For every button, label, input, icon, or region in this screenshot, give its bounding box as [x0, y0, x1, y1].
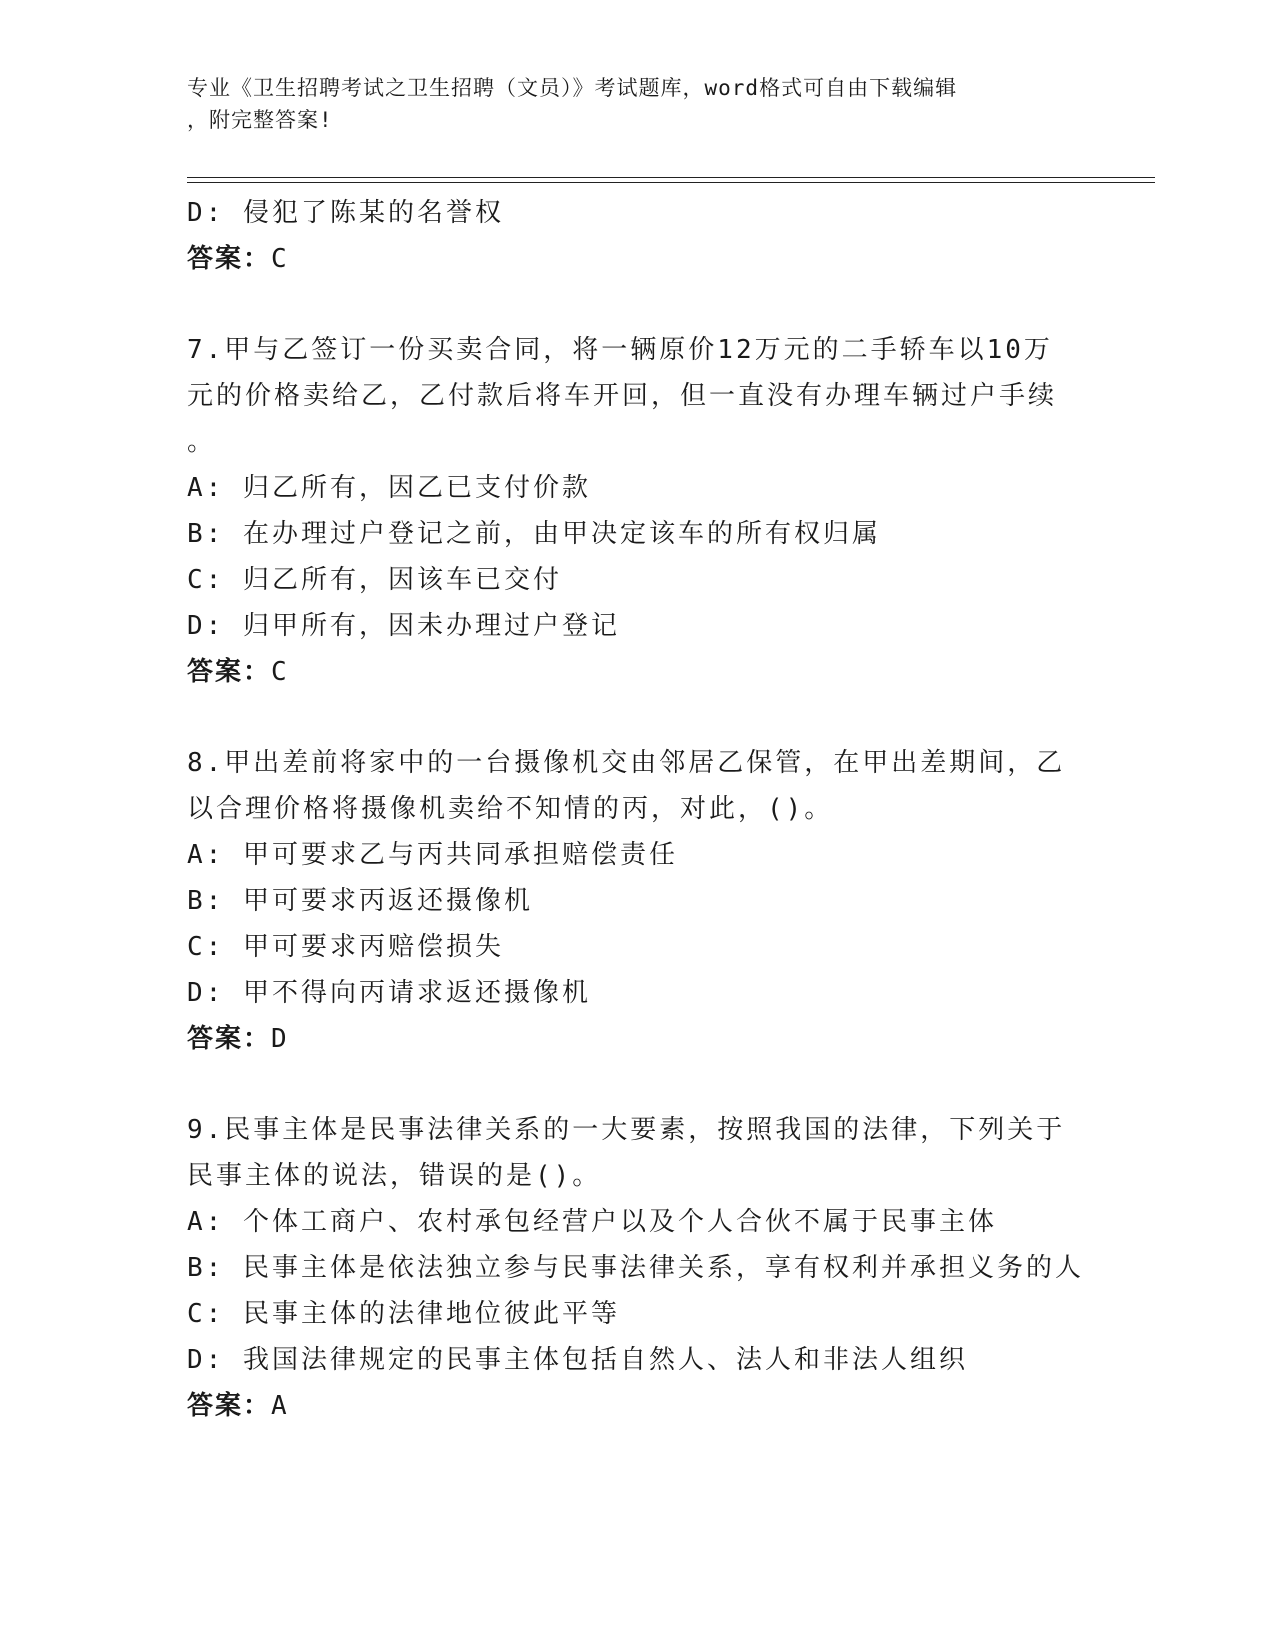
page-header: [187, 72, 1087, 136]
question-7: [187, 327, 1087, 695]
answer-value: C: [271, 657, 290, 687]
answer-line: [187, 236, 1087, 282]
answer-value: A: [271, 1391, 290, 1421]
header-line-1: 专业《卫生招聘考试之卫生招聘（文员）》考试题库，word格式可自由下载编辑: [187, 76, 958, 100]
question-9: [187, 1107, 1087, 1429]
option-b: B: 在办理过户登记之前，由甲决定该车的所有权归属: [187, 519, 881, 549]
question-stem-line: 8.甲出差前将家中的一台摄像机交由邻居乙保管，在甲出差期间，乙: [187, 748, 1066, 778]
answer-line: [187, 649, 1087, 695]
option-a: A: 甲可要求乙与丙共同承担赔偿责任: [187, 840, 678, 870]
option-a: A: 个体工商户、农村承包经营户以及个人合伙不属于民事主体: [187, 1207, 997, 1237]
option-b: B: 民事主体是依法独立参与民事法律关系，享有权利并承担义务的人: [187, 1253, 1084, 1283]
answer-label: 答案：: [187, 1024, 272, 1054]
answer-value: D: [271, 1024, 290, 1054]
header-divider-bottom: [187, 182, 1155, 183]
option-d: D: 侵犯了陈某的名誉权: [187, 198, 504, 228]
question-stem-line: 元的价格卖给乙，乙付款后将车开回，但一直没有办理车辆过户手续: [187, 381, 1058, 411]
option-d: D: 我国法律规定的民事主体包括自然人、法人和非法人组织: [187, 1345, 968, 1375]
answer-label: 答案：: [187, 244, 272, 274]
question-stem-line: 7.甲与乙签订一份买卖合同，将一辆原价12万元的二手轿车以10万: [187, 335, 1053, 365]
option-b: B: 甲可要求丙返还摄像机: [187, 886, 533, 916]
answer-line: [187, 1016, 1087, 1062]
option-d: D: 甲不得向丙请求返还摄像机: [187, 978, 591, 1008]
option-c: C: 民事主体的法律地位彼此平等: [187, 1299, 620, 1329]
option-c: C: 归乙所有，因该车已交付: [187, 565, 562, 595]
question-stem-line: 。: [187, 427, 217, 457]
header-line-2: ，附完整答案!: [187, 108, 333, 132]
document-body: [187, 190, 1087, 1429]
question-8: [187, 740, 1087, 1062]
header-divider-top: [187, 177, 1155, 178]
answer-label: 答案：: [187, 657, 272, 687]
option-d: D: 归甲所有，因未办理过户登记: [187, 611, 620, 641]
option-a: A: 归乙所有，因乙已支付价款: [187, 473, 591, 503]
question-stem-line: 9.民事主体是民事法律关系的一大要素，按照我国的法律，下列关于: [187, 1115, 1066, 1145]
question-stem-line: 民事主体的说法，错误的是()。: [187, 1161, 602, 1191]
answer-label: 答案：: [187, 1391, 272, 1421]
answer-line: [187, 1383, 1087, 1429]
option-c: C: 甲可要求丙赔偿损失: [187, 932, 504, 962]
question-stem-line: 以合理价格将摄像机卖给不知情的丙，对此，()。: [187, 794, 834, 824]
answer-value: C: [271, 244, 290, 274]
